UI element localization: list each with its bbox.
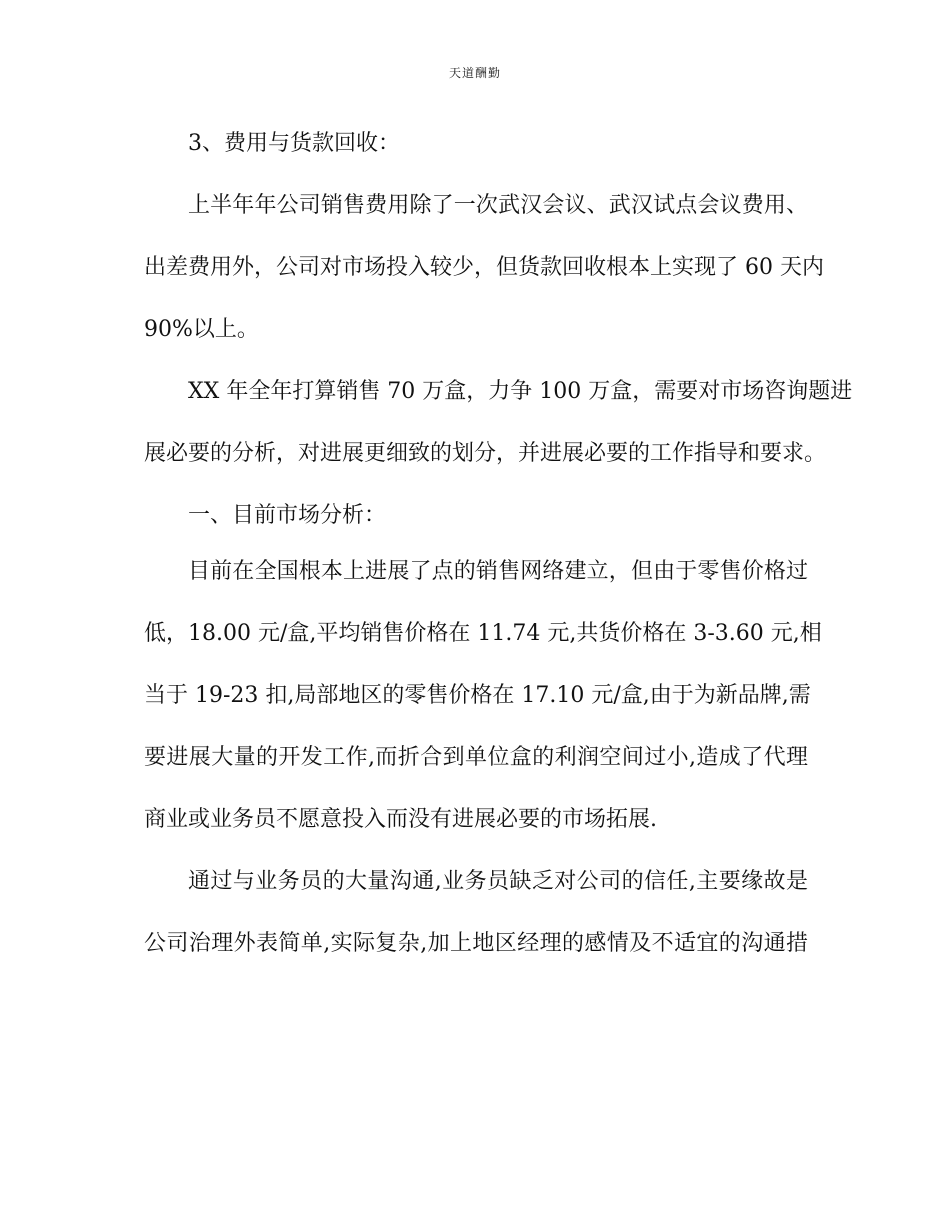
document-body (144, 124, 853, 986)
paragraph-line: 公司治理外表简单,实际复杂,加上地区经理的感情及不适宜的沟通措 (144, 931, 808, 956)
paragraph-line: 上半年年公司销售费用除了一次武汉会议、武汉试点会议费用、 (188, 193, 808, 218)
paragraph-line: 要进展大量的开发工作,而折合到单位盒的利润空间过小,造成了代理 (144, 745, 808, 770)
paragraph-line: 商业或业务员不愿意投入而没有进展必要的市场拓展. (144, 807, 657, 832)
paragraph-line: 当于 19-23 扣,局部地区的零售价格在 17.10 元/盒,由于为新品牌,需 (144, 683, 811, 708)
paragraph-line: XX 年全年打算销售 70 万盒，力争 100 万盒，需要对市场咨询题进 (188, 379, 853, 404)
paragraph-line: 90%以上。 (144, 317, 259, 342)
paragraph-line: 通过与业务员的大量沟通,业务员缺乏对公司的信任,主要缘故是 (188, 869, 808, 894)
paragraph-line: 展必要的分析，对进展更细致的划分，并进展必要的工作指导和要求。 (144, 441, 827, 466)
paragraph-line: 低，18.00 元/盒,平均销售价格在 11.74 元,共货价格在 3-3.60 元,相 (144, 621, 822, 646)
paragraph-line: 目前在全国根本上进展了点的销售网络建立，但由于零售价格过 (188, 559, 808, 584)
section-heading-expenses: 3、费用与货款回收： (188, 131, 400, 156)
section-heading-market-analysis: 一、目前市场分析： (188, 503, 387, 528)
page-header: 天道酬勤 (448, 66, 501, 80)
paragraph-line: 出差费用外，公司对市场投入较少，但货款回收根本上实现了 60 天内 (144, 255, 824, 280)
